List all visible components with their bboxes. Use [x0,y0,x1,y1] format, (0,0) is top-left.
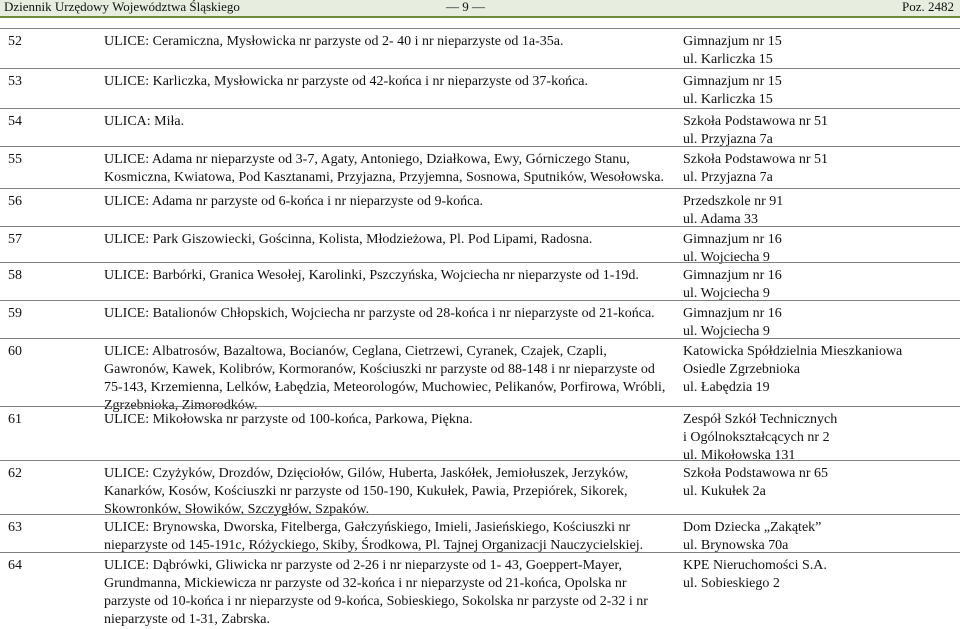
street-list: ULICE: Mikołowska nr parzyste od 100-końca, Parkowa, Piękna. [104,412,473,427]
row-number: 53 [8,74,22,89]
school-line: Szkoła Podstawowa nr 51 [683,114,829,129]
school-line: Przedszkole nr 91 [683,194,784,209]
row-number: 52 [8,34,22,49]
table-row [0,146,960,189]
school-address [683,193,953,229]
school-line: Dom Dziecka „Zakątek” [683,520,822,535]
school-line: Osiedle Zgrzebnioka [683,362,801,377]
row-number: 61 [8,412,22,427]
school-line: ul. Brynowska 70a [683,538,789,553]
position-number: Poz. 2482 [902,0,954,14]
school-line: ul. Przyjazna 7a [683,170,773,185]
row-number: 64 [8,558,22,573]
street-list: ULICE: Czyżyków, Drozdów, Dzięciołów, Gilów, Huberta, Jaskółek, Jemiołuszek, Jerzyków, Kanarków, Kosów, Kościuszki nr parzyste od 150-190, Kukułek, Pawia, Przepiórek, Sikorek, Skowronków, Słowików, Szczygłów, Szpaków. [104,466,629,517]
school-address [683,33,953,69]
school-address [683,151,953,187]
school-line: i Ogólnokształcących nr 2 [683,430,830,445]
school-address [683,343,953,397]
street-list: ULICE: Dąbrówki, Gliwicka nr parzyste od 2-26 i nr nieparzyste od 1- 43, Goeppert-Mayer, Grundmanna, Mickiewicza nr parzyste od 32-końca i nr nieparzyste od 21-końca, Opolska nr parzyste od 10-końca i nr nieparzyste od 9-końca, Sobieskiego, Sokolska nr parzyste od 2-32 i nr nieparzyste od 1-31, Zabrska. [104,558,648,627]
table-row [0,28,960,69]
row-number: 63 [8,520,22,535]
street-list: ULICE: Barbórki, Granica Wesołej, Karolinki, Pszczyńska, Wojciecha nr nieparzyste od 1-19d. [104,268,639,283]
street-list: ULICE: Adama nr parzyste od 6-końca i nr nieparzyste od 9-końca. [104,194,484,209]
journal-title: Dziennik Urzędowy Województwa Śląskiego [4,0,240,14]
street-list: ULICA: Miła. [104,114,185,129]
school-line: Gimnazjum nr 16 [683,268,782,283]
table-row [0,338,960,413]
row-number: 58 [8,268,22,283]
table-row [0,226,960,263]
school-line: ul. Łabędzia 19 [683,380,770,395]
street-list: ULICE: Park Giszowiecki, Gościnna, Kolista, Młodzieżowa, Pl. Pod Lipami, Radosna. [104,232,593,247]
street-list: ULICE: Brynowska, Dworska, Fitelberga, Gałczyńskiego, Imieli, Jasieńskiego, Kościuszki nr nieparzyste od 145-191c, Różyckiego, Skiby, Środkowa, Pl. Tajnej Organizacji Nauczycielskiej. [104,520,644,553]
school-line: Gimnazjum nr 16 [683,306,782,321]
street-list: ULICE: Albatrosów, Bazaltowa, Bocianów, Ceglana, Cietrzewi, Cyranek, Czajek, Czapli, Gawronów, Kawek, Kolibrów, Kormoranów, Kościuszki nr parzyste od 88-148 i nr nieparzyste od 75-143, Krzemienna, Lelków, Łabędzia, Meteorologów, Muchowiec, Pelikanów, Porfirowa, Wróbli, Zgrzebnioka, Zimorodków. [104,344,666,413]
school-line: ul. Karliczka 15 [683,52,773,67]
school-line: Gimnazjum nr 15 [683,74,782,89]
row-number: 62 [8,466,22,481]
school-address [683,465,953,501]
school-line: Katowicka Spółdzielnia Mieszkaniowa [683,344,903,359]
table-row [0,262,960,301]
school-line: KPE Nieruchomości S.A. [683,558,827,573]
school-line: Szkoła Podstawowa nr 51 [683,152,829,167]
school-line: ul. Adama 33 [683,212,759,227]
school-line: ul. Karliczka 15 [683,92,773,107]
school-line: ul. Sobieskiego 2 [683,576,780,591]
school-line: Zespół Szkół Technicznych [683,412,838,427]
table-row [0,188,960,227]
school-address [683,305,953,341]
page-number: — 9 — [446,0,485,14]
table-row [0,460,960,515]
table-row [0,406,960,461]
row-number: 59 [8,306,22,321]
table-row [0,300,960,339]
table-row [0,514,960,553]
row-number: 57 [8,232,22,247]
school-line: Szkoła Podstawowa nr 65 [683,466,829,481]
table-row [0,68,960,109]
school-address [683,519,953,555]
school-address [683,411,953,465]
school-line: ul. Przyjazna 7a [683,132,773,147]
school-address [683,73,953,109]
street-list: ULICE: Adama nr nieparzyste od 3-7, Agaty, Antoniego, Działkowa, Ewy, Górniczego Stanu, Kosmiczna, Kwiatowa, Pod Kasztanami, Przyjazna, Przyjemna, Sosnowa, Sputników, Wesołowska. [104,152,664,185]
school-line: ul. Wojciecha 9 [683,324,770,339]
table-row [0,552,960,627]
school-address [683,113,953,149]
row-number: 56 [8,194,22,209]
school-line: Gimnazjum nr 16 [683,232,782,247]
school-line: ul. Wojciecha 9 [683,286,770,301]
row-number: 60 [8,344,22,359]
street-list: ULICE: Ceramiczna, Mysłowicka nr parzyste od 2- 40 i nr nieparzyste od 1a-35a. [104,34,564,49]
school-line: ul. Kukułek 2a [683,484,766,499]
school-line: Gimnazjum nr 15 [683,34,782,49]
school-line: ul. Mikołowska 131 [683,448,796,463]
school-address [683,267,953,303]
row-number: 55 [8,152,22,167]
street-list: ULICE: Batalionów Chłopskich, Wojciecha nr parzyste od 28-końca i nr nieparzyste od 21-końca. [104,306,655,321]
street-list: ULICE: Karliczka, Mysłowicka nr parzyste od 42-końca i nr nieparzyste od 37-końca. [104,74,589,89]
school-address [683,557,953,593]
school-line: ul. Wojciecha 9 [683,250,770,265]
row-number: 54 [8,114,22,129]
page-header [0,0,960,18]
table-row [0,108,960,147]
